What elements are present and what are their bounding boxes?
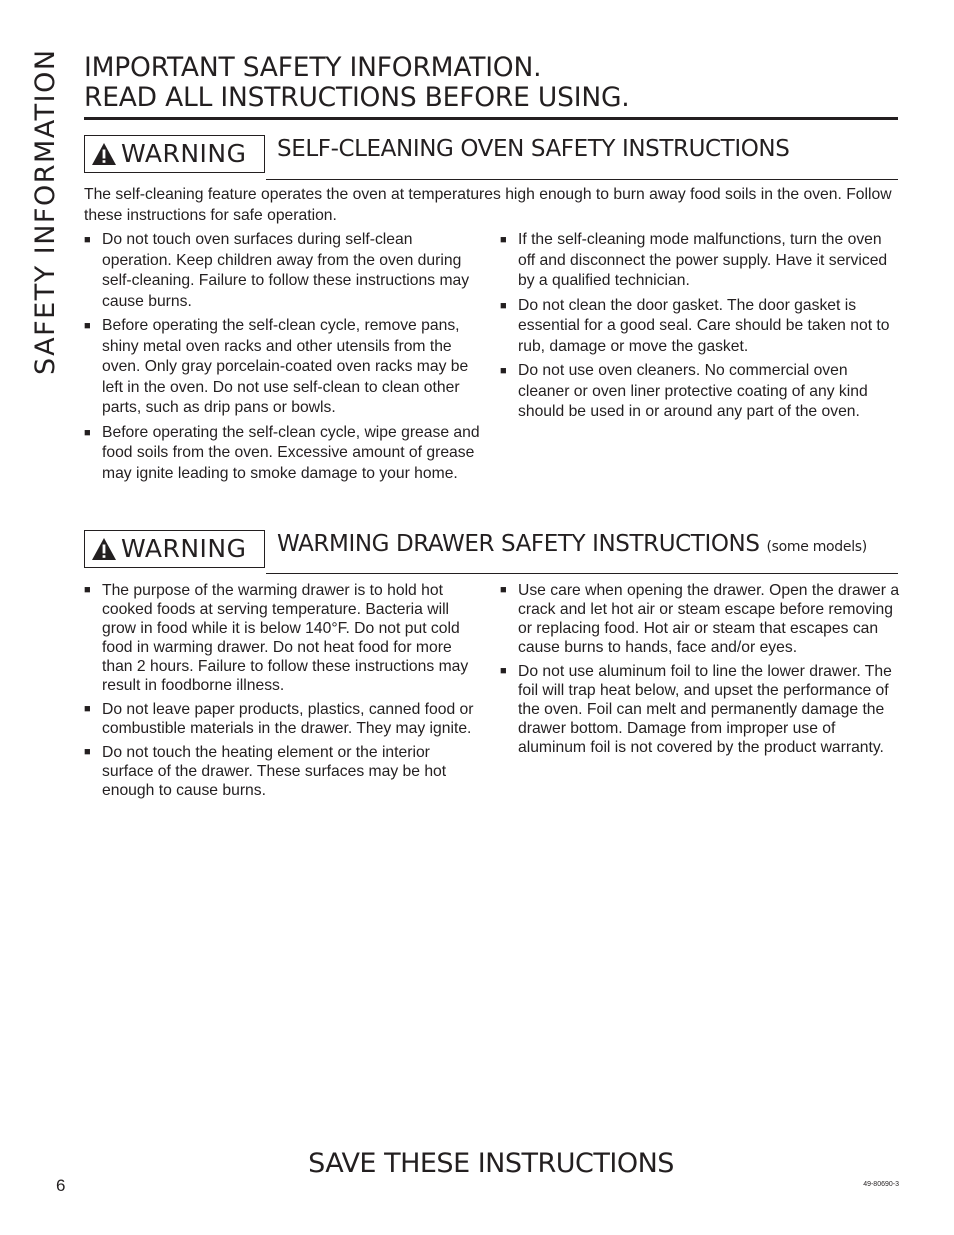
warming-drawer-subtitle: (some models) — [766, 539, 867, 555]
list-item-text: If the self-cleaning mode malfunctions, turn the oven off and disconnect the power supply. Have it serviced by a qualified technician. — [518, 231, 888, 289]
self-clean-section-title — [277, 135, 789, 163]
bullet-icon: ■ — [84, 426, 91, 439]
list-item — [84, 316, 484, 419]
side-tab-label: SAFETY INFORMATION — [30, 48, 61, 375]
list-item-text: Do not use aluminum foil to line the lower drawer. The foil will trap heat below, and upset the performance of the oven. Foil can melt and permanently damage the drawer bottom. Damage from improper use of aluminum foil is not covered by the product warranty. — [518, 663, 892, 756]
warming-drawer-left-list — [84, 581, 484, 805]
warming-drawer-warning-box — [84, 530, 265, 568]
bullet-icon: ■ — [500, 665, 507, 677]
self-clean-title-text: SELF-CLEANING OVEN SAFETY INSTRUCTIONS — [277, 136, 790, 162]
list-item-text: Do not leave paper products, plastics, canned food or combustible materials in the drawer. They may ignite. — [102, 701, 474, 737]
list-item — [500, 662, 900, 757]
bullet-icon: ■ — [84, 703, 91, 715]
side-tab — [26, 48, 66, 375]
bullet-icon: ■ — [500, 365, 507, 377]
self-clean-rule — [266, 179, 898, 180]
list-item — [500, 230, 900, 292]
save-instructions-footer: SAVE THESE INSTRUCTIONS — [308, 1148, 674, 1179]
page-number: 6 — [56, 1176, 66, 1195]
list-item — [500, 296, 900, 358]
bullet-icon: ■ — [84, 234, 91, 246]
bullet-icon: ■ — [500, 584, 507, 596]
list-item-text: Do not clean the door gasket. The door gasket is essential for a good seal. Care should be taken not to rub, damage or move the gasket. — [518, 296, 890, 355]
bullet-icon: ■ — [84, 746, 91, 758]
list-item-text: Do not use oven cleaners. No commercial oven cleaner or oven liner protective coating of any kind should be used in or around any part of the oven. — [518, 362, 868, 420]
warning-label: WARNING — [121, 534, 247, 563]
warming-drawer-right-list — [500, 581, 900, 762]
list-item — [500, 581, 900, 657]
list-item — [500, 361, 900, 423]
self-clean-warning-box — [84, 135, 265, 173]
list-item-text: The purpose of the warming drawer is to hold hot cooked foods at serving temperature. Bacteria will grow in food while it is below 140°F. Do not put cold food in warming drawer. Do not heat food for more than 2 hours. Failure to follow these instructions may result in foodborne illness. — [102, 582, 469, 694]
self-clean-right-list — [500, 230, 900, 427]
warning-triangle-icon — [91, 537, 117, 561]
page-title-line-2: READ ALL INSTRUCTIONS BEFORE USING. — [84, 82, 630, 113]
self-clean-left-list — [84, 230, 484, 488]
title-rule — [84, 117, 898, 120]
list-item — [84, 743, 484, 800]
page-title-line-1: IMPORTANT SAFETY INFORMATION. — [84, 52, 542, 83]
warming-drawer-title-text: WARMING DRAWER SAFETY INSTRUCTIONS — [277, 531, 760, 557]
list-item-text: Use care when opening the drawer. Open the drawer a crack and let hot air or steam escape before removing or replacing food. Hot air or steam that escapes can cause burns to hands, face and/or eyes. — [518, 582, 900, 656]
bullet-icon: ■ — [84, 320, 91, 332]
list-item — [84, 423, 484, 485]
warning-label: WARNING — [121, 139, 247, 168]
list-item — [84, 581, 484, 695]
list-item — [84, 700, 484, 738]
bullet-icon: ■ — [500, 234, 507, 246]
bullet-icon: ■ — [500, 299, 507, 312]
warming-drawer-rule — [266, 573, 898, 574]
warning-triangle-icon — [91, 142, 117, 166]
document-code: 49-80690-3 — [863, 1181, 899, 1188]
list-item — [84, 230, 484, 312]
warming-drawer-section-title — [277, 530, 867, 561]
list-item-text: Do not touch the heating element or the interior surface of the drawer. These surfaces may be hot enough to cause burns. — [102, 744, 447, 799]
bullet-icon: ■ — [84, 584, 91, 596]
page-title — [84, 53, 898, 113]
list-item-text: Before operating the self-clean cycle, remove pans, shiny metal oven racks and other utensils from the oven. Only gray porcelain-coated oven racks may be left in the oven. Do not use self-clean to clean other parts, such as drip pans or bowls. — [102, 317, 469, 416]
list-item-text: Before operating the self-clean cycle, wipe grease and food soils from the oven. Excessive amount of grease may ignite leading to smoke damage to your home. — [102, 423, 480, 482]
list-item-text: Do not touch oven surfaces during self-clean operation. Keep children away from the oven during self-cleaning. Failure to follow these instructions may cause burns. — [102, 231, 470, 310]
self-clean-intro: The self-cleaning feature operates the oven at temperatures high enough to burn away food soils in the oven. Follow these instructions for safe operation. — [84, 186, 892, 224]
